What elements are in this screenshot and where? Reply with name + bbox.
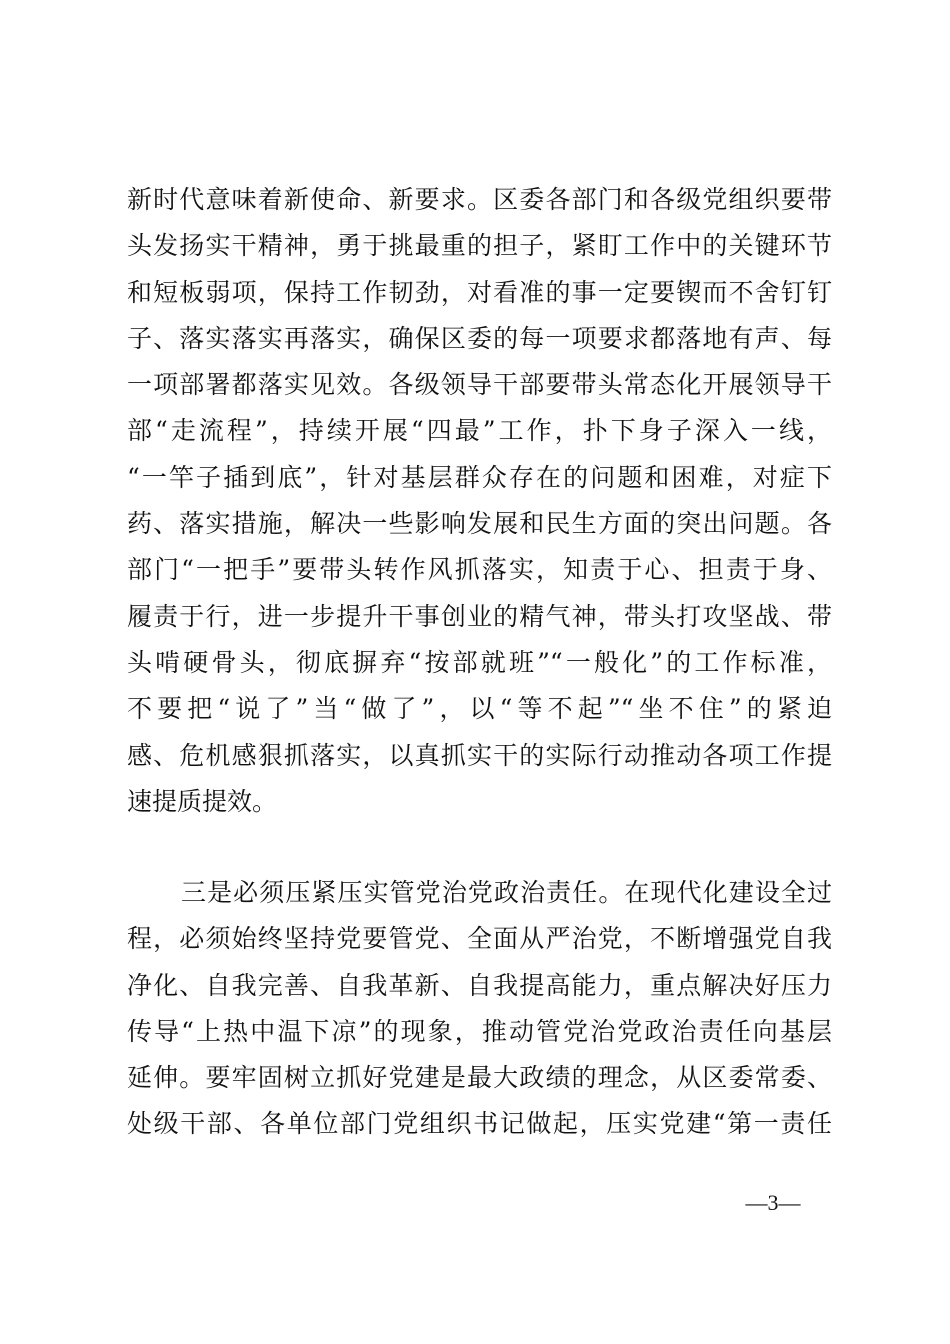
text-line: 速提质提效。 <box>127 786 278 816</box>
text-line: 药、落实措施，解决一些影响发展和民生方面的突出问题。各 <box>127 509 832 539</box>
text-line: 程，必须始终坚持党要管党、全面从严治党，不断增强党自我 <box>127 924 832 954</box>
text-line: 头发扬实干精神，勇于挑最重的担子，紧盯工作中的关键环节 <box>127 231 832 261</box>
text-line: 履责于行，进一步提升干事创业的精气神，带头打攻坚战、带 <box>127 601 832 631</box>
text-line: 一项部署都落实见效。各级领导干部要带头常态化开展领导干 <box>127 370 832 400</box>
text-line: 子、落实落实再落实，确保区委的每一项要求都落地有声、每 <box>127 323 832 353</box>
text-line: 感、危机感狠抓落实，以真抓实干的实际行动推动各项工作提 <box>127 740 832 770</box>
text-line: 处级干部、各单位部门党组织书记做起，压实党建“第一责任 <box>127 1109 832 1139</box>
text-line: 部门“一把手”要带头转作风抓落实，知责于心、担责于身、 <box>127 555 832 585</box>
page-number: —3— <box>745 1190 801 1215</box>
paragraph-1 <box>127 177 832 825</box>
text-line: “一竿子插到底”，针对基层群众存在的问题和困难，对症下 <box>127 462 832 492</box>
text-line: 和短板弱项，保持工作韧劲，对看准的事一定要锲而不舍钉钉 <box>127 277 832 307</box>
paragraph-2 <box>127 870 832 1148</box>
text-line: 延伸。要牢固树立抓好党建是最大政绩的理念，从区委常委、 <box>127 1063 832 1093</box>
text-line: 传导“上热中温下凉”的现象，推动管党治党政治责任向基层 <box>127 1016 832 1046</box>
text-line: 三是必须压紧压实管党治党政治责任。在现代化建设全过 <box>181 878 832 907</box>
text-line: 净化、自我完善、自我革新、自我提高能力，重点解决好压力 <box>127 970 832 1000</box>
text-line: 部“走流程”，持续开展“四最”工作，扑下身子深入一线， <box>127 416 832 446</box>
text-line: 头啃硬骨头，彻底摒弃“按部就班”“一般化”的工作标准， <box>127 647 832 677</box>
text-line: 新时代意味着新使命、新要求。区委各部门和各级党组织要带 <box>127 185 832 214</box>
text-line: 不要把“说了”当“做了”，以“等不起”“坐不住”的紧迫 <box>127 694 832 724</box>
